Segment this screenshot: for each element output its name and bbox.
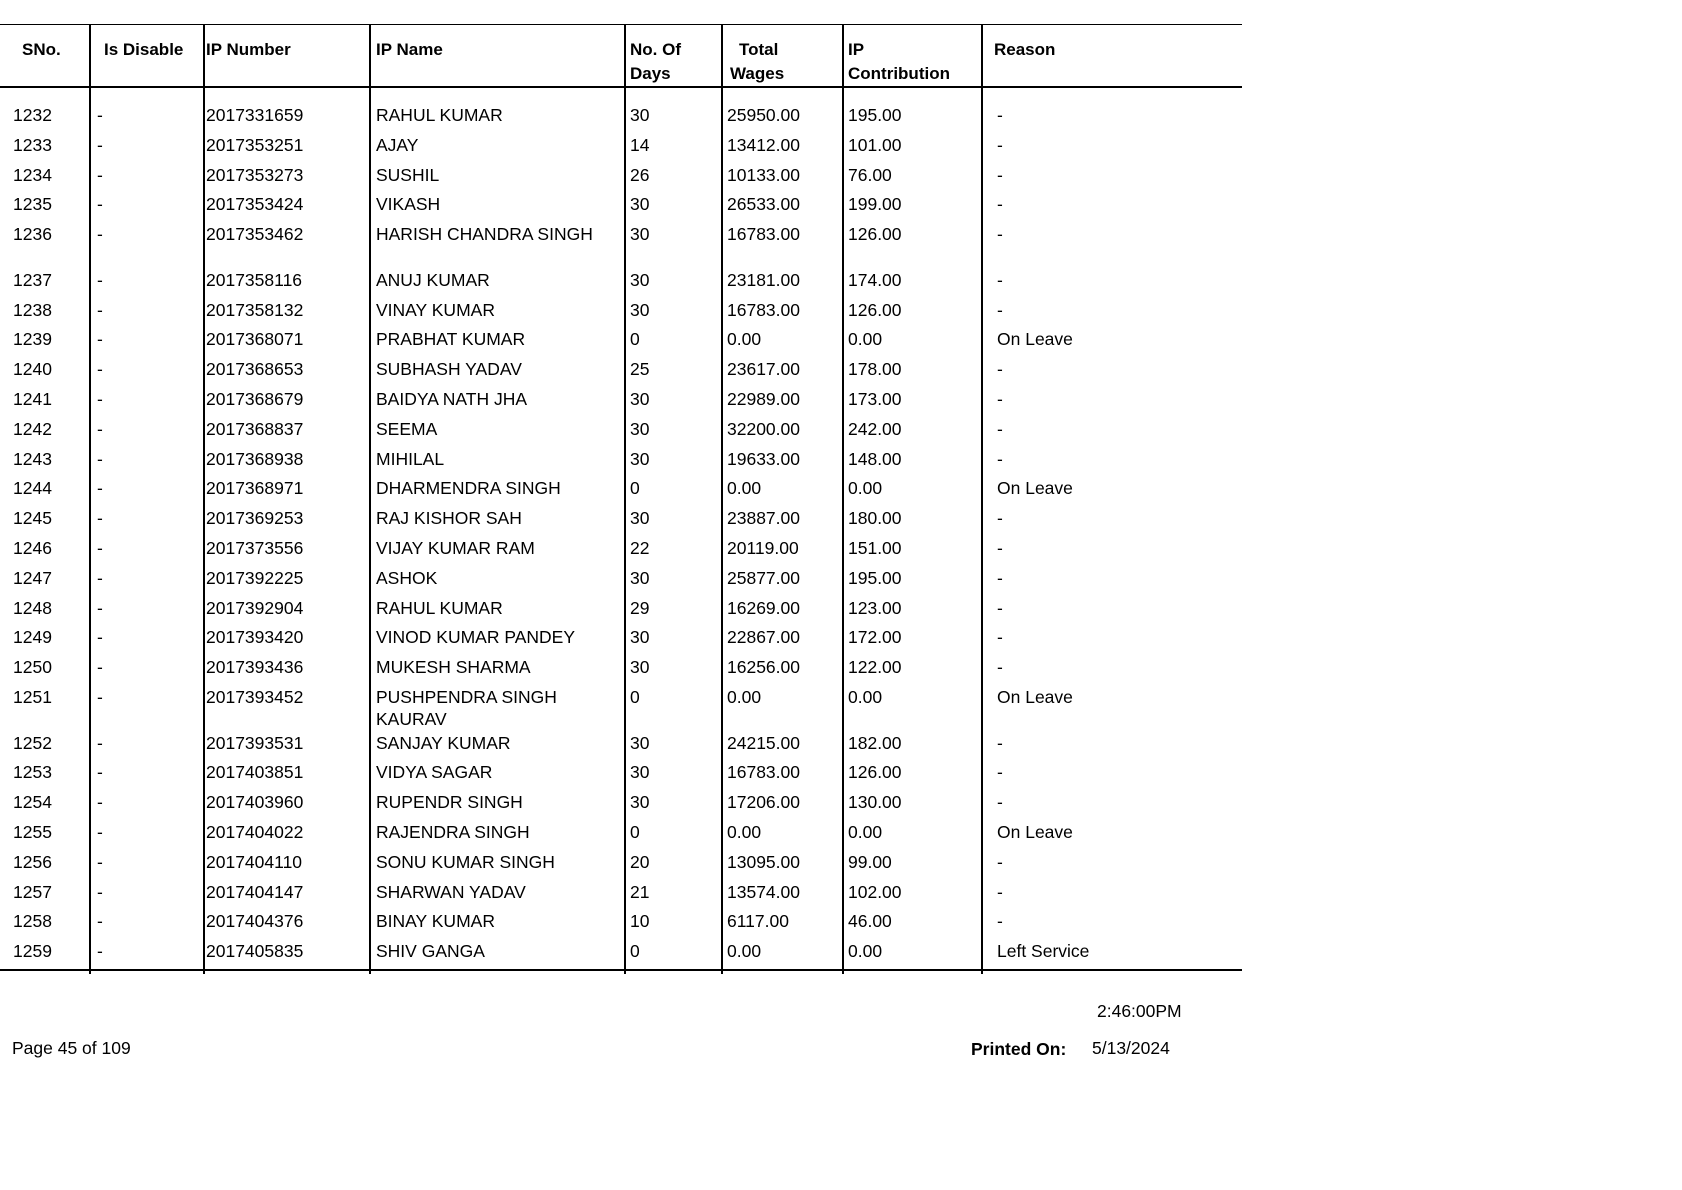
cell-is-disable: - — [97, 105, 103, 125]
cell-sno: 1234 — [13, 164, 52, 185]
cell-wages: 22867.00 — [727, 627, 800, 648]
cell-days: 30 — [630, 388, 650, 409]
cell-ip-number: 2017403851 — [206, 762, 304, 783]
cell-days: 26 — [630, 164, 650, 185]
cell-ip-number: 2017358132 — [206, 299, 304, 320]
cell-is-disable: - — [97, 269, 103, 290]
cell-reason: - — [997, 537, 1003, 558]
cell-days: 30 — [630, 418, 650, 439]
cell-wages: 24215.00 — [727, 732, 800, 753]
cell-reason: Left Service — [997, 941, 1090, 962]
cell-ip-name: SUSHIL — [376, 164, 440, 185]
cell-contribution: 122.00 — [848, 657, 902, 678]
cell-sno: 1244 — [13, 478, 52, 499]
cell-contribution: 102.00 — [848, 881, 902, 902]
cell-days: 30 — [630, 732, 650, 753]
cell-is-disable: - — [97, 537, 103, 558]
table-row — [0, 269, 1242, 299]
cell-ip-name: VIKASH — [376, 194, 441, 215]
cell-ip-number: 2017368971 — [206, 478, 304, 499]
cell-ip-number: 2017404022 — [206, 821, 304, 842]
cell-contribution: 123.00 — [848, 597, 902, 618]
cell-contribution: 0.00 — [848, 686, 883, 707]
cell-ip-name: RAJ KISHOR SAH — [376, 508, 522, 529]
cell-is-disable: - — [97, 762, 103, 783]
cell-days: 30 — [630, 657, 650, 678]
table-row — [0, 626, 1242, 656]
cell-sno: 1242 — [13, 418, 52, 439]
cell-ip-name: RAHUL KUMAR — [376, 105, 503, 125]
cell-sno: 1252 — [13, 732, 52, 753]
cell-days: 0 — [630, 941, 640, 962]
table-row — [0, 567, 1242, 597]
cell-sno: 1243 — [13, 448, 52, 469]
cell-ip-name: BAIDYA NATH JHA — [376, 388, 528, 409]
cell-sno: 1236 — [13, 224, 52, 245]
cell-ip-number: 2017403960 — [206, 792, 304, 813]
cell-ip-number: 2017368071 — [206, 329, 304, 350]
cell-wages: 13574.00 — [727, 881, 800, 902]
header-wages-line1: Total — [739, 40, 779, 59]
cell-ip-number: 2017392225 — [206, 567, 304, 588]
cell-days: 30 — [630, 627, 650, 648]
table-body — [0, 104, 1242, 970]
cell-sno: 1257 — [13, 881, 52, 902]
cell-contribution: 126.00 — [848, 299, 902, 320]
cell-sno: 1256 — [13, 851, 52, 872]
cell-ip-name: PUSHPENDRA SINGH KAURAV — [376, 686, 557, 729]
cell-ip-name: RUPENDR SINGH — [376, 792, 523, 813]
cell-contribution: 0.00 — [848, 478, 883, 499]
cell-contribution: 178.00 — [848, 359, 902, 380]
cell-days: 14 — [630, 134, 650, 155]
header-wages-line2: Wages — [730, 64, 785, 83]
cell-reason: - — [997, 657, 1003, 678]
cell-wages: 23181.00 — [727, 269, 800, 290]
cell-sno: 1254 — [13, 792, 52, 813]
cell-days: 30 — [630, 269, 650, 290]
cell-ip-number: 2017393452 — [206, 686, 304, 707]
table-row — [0, 104, 1242, 134]
cell-days: 25 — [630, 359, 650, 380]
cell-ip-name: VINAY KUMAR — [376, 299, 495, 320]
table-row — [0, 507, 1242, 537]
table-row — [0, 193, 1242, 223]
cell-ip-name: MIHILAL — [376, 448, 445, 469]
printed-on-label: Printed On: — [971, 1039, 1067, 1059]
table-row — [0, 448, 1242, 478]
cell-is-disable: - — [97, 567, 103, 588]
cell-ip-number: 2017373556 — [206, 537, 304, 558]
cell-reason: On Leave — [997, 478, 1073, 499]
cell-wages: 0.00 — [727, 941, 762, 962]
cell-reason: - — [997, 732, 1003, 753]
table-row — [0, 881, 1242, 911]
cell-sno: 1259 — [13, 941, 52, 962]
cell-ip-name: VIDYA SAGAR — [376, 762, 493, 783]
cell-days: 0 — [630, 686, 640, 707]
cell-contribution: 180.00 — [848, 508, 902, 529]
cell-contribution: 195.00 — [848, 105, 902, 125]
cell-contribution: 99.00 — [848, 851, 892, 872]
table-row — [0, 418, 1242, 448]
header-bottom-rule — [0, 86, 1242, 88]
cell-is-disable: - — [97, 627, 103, 648]
cell-is-disable: - — [97, 359, 103, 380]
cell-wages: 22989.00 — [727, 388, 800, 409]
table-row — [0, 940, 1242, 970]
header-ip-number: IP Number — [206, 40, 291, 59]
cell-wages: 16783.00 — [727, 762, 800, 783]
cell-is-disable: - — [97, 911, 103, 932]
cell-days: 29 — [630, 597, 650, 618]
cell-days: 30 — [630, 508, 650, 529]
cell-ip-number: 2017353251 — [206, 134, 304, 155]
cell-wages: 19633.00 — [727, 448, 800, 469]
cell-reason: On Leave — [997, 329, 1073, 350]
cell-wages: 0.00 — [727, 478, 762, 499]
cell-ip-name: SHIV GANGA — [376, 941, 485, 962]
cell-sno: 1245 — [13, 508, 52, 529]
table-row — [0, 791, 1242, 821]
cell-sno: 1247 — [13, 567, 52, 588]
cell-sno: 1239 — [13, 329, 52, 350]
cell-is-disable: - — [97, 821, 103, 842]
cell-ip-name: SONU KUMAR SINGH — [376, 851, 555, 872]
cell-contribution: 101.00 — [848, 134, 902, 155]
cell-sno: 1253 — [13, 762, 52, 783]
cell-reason: - — [997, 164, 1003, 185]
cell-is-disable: - — [97, 732, 103, 753]
cell-reason: - — [997, 448, 1003, 469]
table-row — [0, 851, 1242, 881]
cell-days: 30 — [630, 448, 650, 469]
cell-contribution: 151.00 — [848, 537, 902, 558]
cell-days: 21 — [630, 881, 650, 902]
header-ip-contribution — [848, 38, 950, 86]
table-row — [0, 299, 1242, 329]
cell-wages: 17206.00 — [727, 792, 800, 813]
cell-days: 30 — [630, 299, 650, 320]
cell-ip-number: 2017392904 — [206, 597, 304, 618]
cell-wages: 0.00 — [727, 686, 762, 707]
printed-on-date: 5/13/2024 — [1092, 1038, 1170, 1058]
cell-days: 30 — [630, 762, 650, 783]
cell-reason: - — [997, 851, 1003, 872]
cell-ip-name: ASHOK — [376, 567, 438, 588]
cell-ip-name: SUBHASH YADAV — [376, 359, 522, 380]
cell-ip-name: PRABHAT KUMAR — [376, 329, 526, 350]
cell-ip-name: SEEMA — [376, 418, 438, 439]
cell-reason: - — [997, 194, 1003, 215]
cell-ip-name: AJAY — [376, 134, 419, 155]
cell-ip-name: SHARWAN YADAV — [376, 881, 526, 902]
cell-contribution: 126.00 — [848, 224, 902, 245]
cell-ip-number: 2017404147 — [206, 881, 304, 902]
cell-sno: 1235 — [13, 194, 52, 215]
cell-ip-name: MUKESH SHARMA — [376, 657, 531, 678]
cell-is-disable: - — [97, 792, 103, 813]
cell-is-disable: - — [97, 134, 103, 155]
cell-ip-number: 2017368837 — [206, 418, 304, 439]
table-row — [0, 134, 1242, 164]
cell-wages: 25950.00 — [727, 105, 800, 125]
cell-ip-name: RAJENDRA SINGH — [376, 821, 530, 842]
cell-is-disable: - — [97, 941, 103, 962]
cell-ip-number: 2017368938 — [206, 448, 304, 469]
cell-reason: - — [997, 224, 1003, 245]
table-row — [0, 537, 1242, 567]
cell-is-disable: - — [97, 851, 103, 872]
cell-ip-name: VIJAY KUMAR RAM — [376, 537, 535, 558]
cell-reason: - — [997, 269, 1003, 290]
cell-days: 10 — [630, 911, 650, 932]
cell-sno: 1249 — [13, 627, 52, 648]
cell-reason: - — [997, 567, 1003, 588]
cell-wages: 6117.00 — [727, 911, 789, 932]
cell-contribution: 126.00 — [848, 762, 902, 783]
cell-reason: On Leave — [997, 821, 1073, 842]
cell-wages: 23617.00 — [727, 359, 800, 380]
table-row — [0, 358, 1242, 388]
header-days-line2: Days — [630, 64, 671, 83]
printed-time: 2:46:00PM — [1097, 1001, 1182, 1021]
cell-is-disable: - — [97, 418, 103, 439]
cell-contribution: 172.00 — [848, 627, 902, 648]
header-is-disable: Is Disable — [104, 40, 184, 59]
cell-sno: 1255 — [13, 821, 52, 842]
cell-days: 0 — [630, 478, 640, 499]
header-contrib-line1: IP — [848, 40, 865, 59]
cell-ip-number: 2017368679 — [206, 388, 304, 409]
cell-is-disable: - — [97, 508, 103, 529]
cell-is-disable: - — [97, 194, 103, 215]
cell-reason: - — [997, 881, 1003, 902]
cell-wages: 13412.00 — [727, 134, 800, 155]
cell-wages: 16783.00 — [727, 299, 800, 320]
cell-is-disable: - — [97, 597, 103, 618]
cell-sno: 1240 — [13, 359, 52, 380]
cell-days: 30 — [630, 194, 650, 215]
cell-sno: 1258 — [13, 911, 52, 932]
table-row — [0, 656, 1242, 686]
header-no-of-days — [630, 38, 681, 86]
cell-reason: - — [997, 418, 1003, 439]
cell-is-disable: - — [97, 388, 103, 409]
cell-contribution: 148.00 — [848, 448, 902, 469]
cell-contribution: 173.00 — [848, 388, 902, 409]
cell-is-disable: - — [97, 164, 103, 185]
cell-is-disable: - — [97, 448, 103, 469]
cell-wages: 0.00 — [727, 329, 762, 350]
cell-reason: - — [997, 134, 1003, 155]
cell-is-disable: - — [97, 478, 103, 499]
cell-wages: 23887.00 — [727, 508, 800, 529]
cell-ip-name: DHARMENDRA SINGH — [376, 478, 561, 499]
cell-ip-name: SANJAY KUMAR — [376, 732, 511, 753]
cell-reason: - — [997, 388, 1003, 409]
cell-reason: - — [997, 105, 1003, 125]
cell-contribution: 0.00 — [848, 329, 883, 350]
table-row — [0, 328, 1242, 358]
cell-sno: 1241 — [13, 388, 52, 409]
cell-is-disable: - — [97, 657, 103, 678]
cell-contribution: 195.00 — [848, 567, 902, 588]
cell-contribution: 182.00 — [848, 732, 902, 753]
cell-wages: 16269.00 — [727, 597, 800, 618]
table-row — [0, 164, 1242, 194]
table-row — [0, 597, 1242, 627]
cell-ip-number: 2017393531 — [206, 732, 304, 753]
header-ip-name: IP Name — [376, 40, 443, 59]
cell-wages: 26533.00 — [727, 194, 800, 215]
cell-ip-number: 2017353424 — [206, 194, 304, 215]
table-row — [0, 477, 1242, 507]
header-contrib-line2: Contribution — [848, 64, 950, 83]
cell-reason: On Leave — [997, 686, 1073, 707]
cell-sno: 1232 — [13, 105, 52, 125]
cell-sno: 1246 — [13, 537, 52, 558]
cell-sno: 1251 — [13, 686, 52, 707]
cell-ip-number: 2017404110 — [206, 851, 303, 872]
cell-reason: - — [997, 299, 1003, 320]
cell-contribution: 199.00 — [848, 194, 902, 215]
cell-is-disable: - — [97, 881, 103, 902]
cell-ip-number: 2017368653 — [206, 359, 304, 380]
cell-ip-name: RAHUL KUMAR — [376, 597, 503, 618]
cell-ip-name: BINAY KUMAR — [376, 911, 495, 932]
cell-wages: 16783.00 — [727, 224, 800, 245]
cell-sno: 1237 — [13, 269, 52, 290]
header-sno: SNo. — [22, 40, 61, 59]
table-row — [0, 388, 1242, 418]
cell-ip-number: 2017331659 — [206, 105, 304, 125]
cell-ip-number: 2017358116 — [206, 269, 303, 290]
cell-contribution: 76.00 — [848, 164, 892, 185]
cell-contribution: 0.00 — [848, 821, 883, 842]
cell-reason: - — [997, 911, 1003, 932]
cell-ip-number: 2017353273 — [206, 164, 304, 185]
cell-sno: 1248 — [13, 597, 52, 618]
cell-wages: 10133.00 — [727, 164, 800, 185]
cell-days: 30 — [630, 224, 650, 245]
header-total-wages — [730, 38, 785, 86]
table-row — [0, 910, 1242, 940]
cell-ip-number: 2017369253 — [206, 508, 304, 529]
cell-sno: 1250 — [13, 657, 52, 678]
cell-reason: - — [997, 508, 1003, 529]
cell-contribution: 174.00 — [848, 269, 902, 290]
cell-ip-number: 2017404376 — [206, 911, 304, 932]
cell-reason: - — [997, 597, 1003, 618]
cell-days: 0 — [630, 329, 640, 350]
cell-reason: - — [997, 359, 1003, 380]
cell-is-disable: - — [97, 329, 103, 350]
cell-days: 30 — [630, 792, 650, 813]
cell-ip-number: 2017405835 — [206, 941, 304, 962]
table-row — [0, 732, 1242, 762]
cell-ip-number: 2017393420 — [206, 627, 304, 648]
table-top-rule — [0, 24, 1242, 25]
cell-ip-name: ANUJ KUMAR — [376, 269, 490, 290]
cell-is-disable: - — [97, 299, 103, 320]
cell-days: 20 — [630, 851, 650, 872]
cell-wages: 20119.00 — [727, 537, 799, 558]
table-row — [0, 686, 1242, 732]
cell-contribution: 130.00 — [848, 792, 902, 813]
cell-sno: 1233 — [13, 134, 52, 155]
cell-wages: 0.00 — [727, 821, 762, 842]
cell-wages: 25877.00 — [727, 567, 800, 588]
cell-reason: - — [997, 627, 1003, 648]
cell-reason: - — [997, 792, 1003, 813]
cell-days: 22 — [630, 537, 650, 558]
header-days-line1: No. Of — [630, 40, 681, 59]
cell-wages: 32200.00 — [727, 418, 800, 439]
table-row — [0, 223, 1242, 269]
table-row — [0, 761, 1242, 791]
cell-wages: 13095.00 — [727, 851, 800, 872]
cell-sno: 1238 — [13, 299, 52, 320]
cell-ip-number: 2017393436 — [206, 657, 304, 678]
cell-is-disable: - — [97, 686, 103, 707]
cell-days: 30 — [630, 567, 650, 588]
page-number: Page 45 of 109 — [12, 1038, 131, 1058]
cell-days: 30 — [630, 105, 650, 125]
cell-contribution: 0.00 — [848, 941, 883, 962]
cell-contribution: 242.00 — [848, 418, 902, 439]
table-row — [0, 821, 1242, 851]
cell-ip-name: HARISH CHANDRA SINGH — [376, 224, 593, 245]
cell-reason: - — [997, 762, 1003, 783]
cell-days: 0 — [630, 821, 640, 842]
cell-is-disable: - — [97, 224, 103, 245]
cell-ip-number: 2017353462 — [206, 224, 304, 245]
cell-wages: 16256.00 — [727, 657, 800, 678]
header-reason: Reason — [994, 40, 1056, 59]
cell-contribution: 46.00 — [848, 911, 892, 932]
cell-ip-name: VINOD KUMAR PANDEY — [376, 627, 576, 648]
